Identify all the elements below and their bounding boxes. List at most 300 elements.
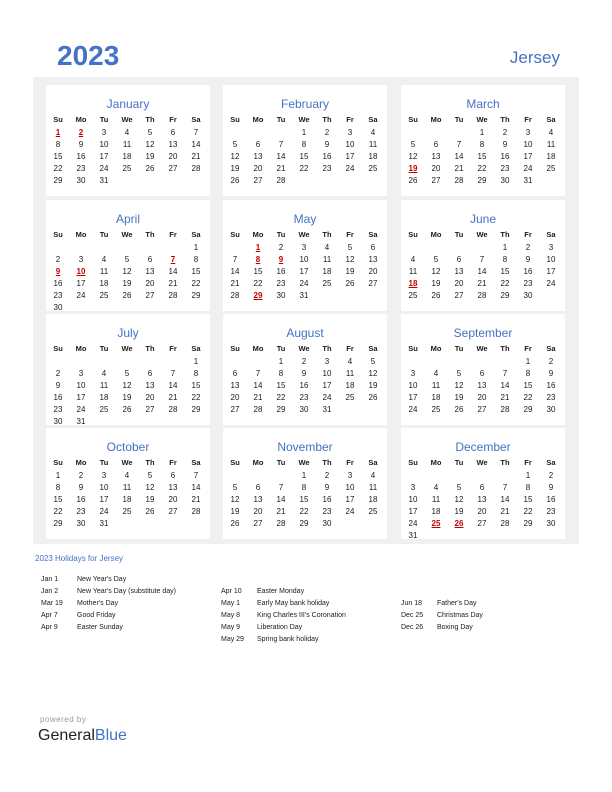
holiday-date: Jan 1 [41,576,59,583]
day-cell: 11 [368,140,378,149]
day-cell: 31 [408,531,418,540]
day-cell: 15 [253,267,263,276]
day-cell: 14 [191,140,201,149]
holiday-item [221,634,346,646]
month-may [223,200,387,311]
day-cell: 20 [253,507,263,516]
weekday-header: Tu [454,115,464,124]
day-cell: 16 [546,381,556,390]
day-cell: 13 [477,381,487,390]
day-cell: 15 [299,152,309,161]
day-cell: 3 [324,357,330,366]
weekday-header: Sa [368,344,378,353]
day-cell: 30 [53,303,63,312]
day-cell: 11 [99,381,109,390]
weekday-header: Mo [252,230,264,239]
day-cell: 2 [548,357,554,366]
day-cell: 15 [191,267,201,276]
day-cell: 23 [322,164,332,173]
holiday-date: Mar 19 [41,600,63,607]
weekday-header: Sa [191,115,201,124]
day-cell: 14 [168,381,178,390]
day-cell: 21 [191,152,201,161]
weekday-header: Fr [524,230,532,239]
day-cell: 14 [454,152,464,161]
day-cell: 2 [301,357,307,366]
day-cell: 17 [76,393,86,402]
weekday-header: Fr [169,115,177,124]
month-name: December [455,440,511,454]
day-cell: 9 [502,140,508,149]
day-cell: 2 [548,471,554,480]
day-cell: 19 [454,507,464,516]
day-cell: 16 [546,495,556,504]
holiday-day: 26 [454,519,464,528]
day-cell: 29 [53,519,63,528]
day-cell: 2 [324,471,330,480]
day-cell: 17 [99,152,109,161]
day-cell: 22 [191,279,201,288]
day-cell: 3 [410,369,416,378]
day-cell: 7 [278,140,284,149]
day-cell: 16 [299,381,309,390]
day-cell: 30 [299,405,309,414]
weekday-header: Sa [546,230,556,239]
day-cell: 24 [408,519,418,528]
day-cell: 31 [299,291,309,300]
day-cell: 4 [370,471,376,480]
day-cell: 10 [408,495,418,504]
day-cell: 13 [253,495,263,504]
weekday-header: We [121,458,133,467]
day-cell: 7 [170,369,176,378]
day-cell: 23 [76,164,86,173]
month-february [223,85,387,196]
day-cell: 2 [55,255,61,264]
weekday-header: Mo [75,230,87,239]
day-cell: 12 [368,369,378,378]
day-cell: 8 [479,140,485,149]
day-cell: 18 [431,393,441,402]
day-cell: 17 [345,495,355,504]
brand-logo[interactable] [38,727,127,745]
day-cell: 25 [122,507,132,516]
day-cell: 23 [546,507,556,516]
holiday-name: Father's Day [437,600,477,607]
day-cell: 3 [101,128,107,137]
day-cell: 22 [53,507,63,516]
day-cell: 9 [78,483,84,492]
day-cell: 11 [99,267,109,276]
holiday-day: 29 [253,291,263,300]
holiday-column [41,574,176,634]
day-cell: 12 [122,267,132,276]
day-cell: 19 [454,393,464,402]
day-cell: 25 [431,405,441,414]
day-cell: 6 [479,369,485,378]
weekday-header: We [476,344,488,353]
holiday-name: Spring bank holiday [257,636,319,643]
weekday-header: Tu [454,458,464,467]
weekday-header: Fr [169,230,177,239]
day-cell: 26 [145,164,155,173]
day-cell: 23 [546,393,556,402]
day-cell: 24 [322,393,332,402]
day-cell: 9 [78,140,84,149]
day-cell: 13 [168,483,178,492]
day-cell: 26 [122,405,132,414]
holiday-date: May 29 [221,636,244,643]
weekday-header: Mo [252,344,264,353]
month-january [46,85,210,196]
weekday-header: Th [500,230,510,239]
month-name: January [106,97,150,111]
holiday-name: Easter Sunday [77,624,123,631]
day-cell: 20 [168,495,178,504]
day-cell: 31 [523,176,533,185]
day-cell: 18 [122,152,132,161]
day-cell: 10 [408,381,418,390]
holiday-item [221,622,346,634]
day-cell: 5 [147,128,153,137]
day-cell: 7 [479,255,485,264]
day-cell: 13 [477,495,487,504]
day-cell: 9 [324,483,330,492]
weekday-header: Th [500,115,510,124]
weekday-header: Th [322,344,332,353]
day-cell: 15 [53,495,63,504]
day-cell: 28 [230,291,240,300]
day-cell: 27 [477,519,487,528]
weekday-header: Fr [169,344,177,353]
day-cell: 11 [431,381,441,390]
day-cell: 8 [301,140,307,149]
day-cell: 21 [168,393,178,402]
weekday-header: Tu [99,344,109,353]
month-november [223,428,387,539]
day-cell: 18 [122,495,132,504]
day-cell: 1 [479,128,485,137]
weekday-header: Su [408,458,418,467]
month-name: September [453,326,513,340]
weekday-header: Fr [524,458,532,467]
weekday-header: Su [230,458,240,467]
month-march [401,85,565,196]
day-cell: 18 [345,381,355,390]
day-cell: 25 [99,405,109,414]
day-cell: 14 [168,267,178,276]
day-cell: 4 [324,243,330,252]
day-cell: 27 [477,405,487,414]
holiday-item [41,586,176,598]
day-cell: 5 [456,483,462,492]
day-cell: 27 [145,291,155,300]
weekday-header: Sa [191,230,201,239]
day-cell: 15 [53,152,63,161]
weekday-header: We [298,344,310,353]
holiday-date: Dec 25 [401,612,424,619]
day-cell: 10 [345,140,355,149]
day-cell: 4 [124,471,130,480]
month-name: March [466,97,500,111]
weekday-header: Fr [524,344,532,353]
day-cell: 6 [170,128,176,137]
day-cell: 20 [477,507,487,516]
day-cell: 31 [99,176,109,185]
weekday-header: Su [230,230,240,239]
day-cell: 28 [191,164,201,173]
day-cell: 22 [500,279,510,288]
day-cell: 12 [431,267,441,276]
day-cell: 15 [191,381,201,390]
day-cell: 11 [122,140,132,149]
holiday-day: 8 [255,255,261,264]
weekday-header: Su [53,230,63,239]
weekday-header: Th [322,230,332,239]
holiday-name: Liberation Day [257,624,303,631]
day-cell: 7 [502,483,508,492]
day-cell: 21 [454,164,464,173]
day-cell: 22 [299,164,309,173]
day-cell: 19 [145,495,155,504]
day-cell: 28 [500,519,510,528]
day-cell: 21 [477,279,487,288]
powered-by-text: powered by [40,715,87,724]
day-cell: 24 [546,279,556,288]
day-cell: 5 [232,140,238,149]
holiday-date: May 9 [221,624,241,631]
day-cell: 20 [145,393,155,402]
day-cell: 27 [168,507,178,516]
holiday-name: King Charles III's Coronation [257,612,346,619]
day-cell: 17 [76,279,86,288]
day-cell: 22 [191,393,201,402]
day-cell: 30 [500,176,510,185]
day-cell: 2 [324,128,330,137]
weekday-header: Tu [99,230,109,239]
day-cell: 5 [147,471,153,480]
holiday-date: Dec 26 [401,624,424,631]
day-cell: 27 [253,176,263,185]
weekday-header: Su [53,115,63,124]
day-cell: 6 [147,369,153,378]
weekday-header: Th [145,230,155,239]
weekday-header: Su [53,344,63,353]
day-cell: 28 [253,405,263,414]
weekday-header: Th [322,115,332,124]
day-cell: 23 [500,164,510,173]
holiday-day: 1 [255,243,261,252]
day-cell: 3 [78,255,84,264]
day-cell: 6 [232,369,238,378]
weekday-header: We [476,230,488,239]
holiday-item [221,586,346,598]
day-cell: 19 [122,279,132,288]
day-cell: 22 [523,507,533,516]
day-cell: 9 [324,140,330,149]
day-cell: 8 [193,255,199,264]
day-cell: 17 [546,267,556,276]
weekday-header: Su [53,458,63,467]
weekday-header: Fr [169,458,177,467]
day-cell: 28 [454,176,464,185]
day-cell: 25 [368,507,378,516]
day-cell: 28 [168,291,178,300]
day-cell: 8 [525,483,531,492]
day-cell: 15 [276,381,286,390]
day-cell: 7 [193,128,199,137]
weekday-header: Fr [346,344,354,353]
day-cell: 30 [523,291,533,300]
day-cell: 28 [276,176,286,185]
day-cell: 14 [500,381,510,390]
month-name: July [117,326,139,340]
day-cell: 10 [546,255,556,264]
day-cell: 21 [230,279,240,288]
day-cell: 29 [191,405,201,414]
day-cell: 1 [193,243,199,252]
day-cell: 2 [525,243,531,252]
day-cell: 10 [322,369,332,378]
day-cell: 10 [345,483,355,492]
month-july [46,314,210,425]
day-cell: 26 [454,405,464,414]
month-september [401,314,565,425]
holiday-date: Jan 2 [41,588,59,595]
holiday-name: Christmas Day [437,612,483,619]
day-cell: 28 [276,519,286,528]
day-cell: 6 [479,483,485,492]
holiday-item [41,598,176,610]
day-cell: 5 [124,369,130,378]
weekday-header: Sa [546,344,556,353]
day-cell: 12 [145,483,155,492]
holiday-name: Boxing Day [437,624,473,631]
day-cell: 24 [99,164,109,173]
day-cell: 18 [99,279,109,288]
day-cell: 13 [431,152,441,161]
day-cell: 1 [55,471,61,480]
day-cell: 13 [145,381,155,390]
day-cell: 24 [76,291,86,300]
weekday-header: Tu [99,115,109,124]
day-cell: 27 [168,164,178,173]
holiday-day: 19 [408,164,418,173]
day-cell: 20 [168,152,178,161]
day-cell: 13 [253,152,263,161]
day-cell: 15 [523,381,533,390]
day-cell: 22 [253,279,263,288]
day-cell: 3 [410,483,416,492]
day-cell: 22 [276,393,286,402]
day-cell: 30 [53,417,63,426]
day-cell: 12 [145,140,155,149]
day-cell: 26 [122,291,132,300]
weekday-header: Su [408,115,418,124]
day-cell: 19 [145,152,155,161]
day-cell: 29 [477,176,487,185]
day-cell: 5 [124,255,130,264]
weekday-header: We [298,230,310,239]
holiday-name: Good Friday [77,612,116,619]
day-cell: 29 [523,405,533,414]
day-cell: 27 [454,291,464,300]
day-cell: 14 [276,152,286,161]
day-cell: 4 [548,128,554,137]
day-cell: 18 [322,267,332,276]
day-cell: 24 [408,405,418,414]
day-cell: 25 [122,164,132,173]
holiday-date: Jun 18 [401,600,423,607]
day-cell: 12 [345,255,355,264]
day-cell: 6 [170,471,176,480]
day-cell: 28 [168,405,178,414]
day-cell: 8 [502,255,508,264]
day-cell: 17 [322,381,332,390]
day-cell: 9 [548,369,554,378]
day-cell: 5 [456,369,462,378]
day-cell: 30 [276,291,286,300]
day-cell: 16 [276,267,286,276]
day-cell: 21 [191,495,201,504]
day-cell: 30 [546,519,556,528]
holiday-day: 9 [55,267,61,276]
day-cell: 8 [55,140,61,149]
weekday-header: Mo [430,344,442,353]
day-cell: 15 [477,152,487,161]
day-cell: 6 [433,140,439,149]
holiday-date: May 1 [221,600,241,607]
day-cell: 16 [53,279,63,288]
holiday-item [221,610,346,622]
day-cell: 14 [253,381,263,390]
month-name: June [469,212,497,226]
day-cell: 2 [55,369,61,378]
brand-blue: Blue [94,727,127,744]
day-cell: 21 [500,507,510,516]
day-cell: 27 [368,279,378,288]
day-cell: 17 [523,152,533,161]
day-cell: 26 [345,279,355,288]
day-cell: 21 [253,393,263,402]
day-cell: 14 [230,267,240,276]
holiday-day: 25 [431,519,441,528]
day-cell: 17 [99,495,109,504]
day-cell: 10 [99,483,109,492]
day-cell: 24 [76,405,86,414]
day-cell: 24 [345,164,355,173]
holiday-date: Apr 10 [221,588,242,595]
day-cell: 25 [99,291,109,300]
day-cell: 19 [230,507,240,516]
day-cell: 23 [53,291,63,300]
day-cell: 2 [502,128,508,137]
day-cell: 20 [145,279,155,288]
day-cell: 5 [232,483,238,492]
day-cell: 3 [347,471,353,480]
day-cell: 9 [301,369,307,378]
weekday-header: Sa [546,458,556,467]
day-cell: 16 [500,152,510,161]
day-cell: 4 [433,483,439,492]
day-cell: 28 [500,405,510,414]
day-cell: 8 [193,369,199,378]
day-cell: 1 [502,243,508,252]
day-cell: 31 [99,519,109,528]
day-cell: 10 [76,381,86,390]
day-cell: 26 [145,507,155,516]
day-cell: 23 [523,279,533,288]
